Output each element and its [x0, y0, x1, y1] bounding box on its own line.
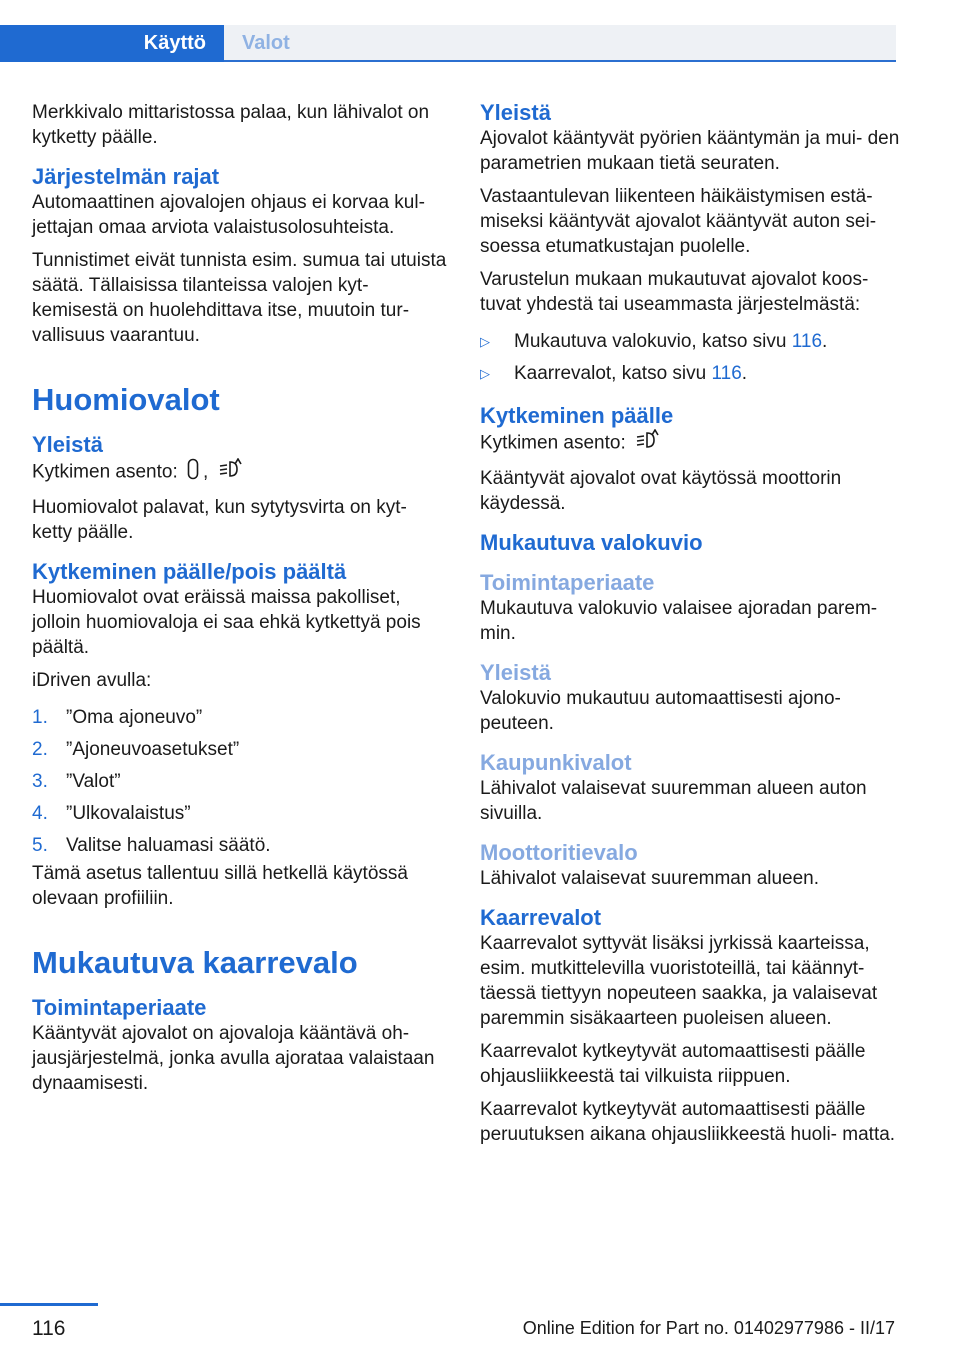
paragraph-valokuvio-mukautuu: Valokuvio mukautuu automaattisesti ajono- peuteen. [480, 688, 841, 734]
step-number: 2. [32, 738, 48, 760]
list-item [32, 701, 452, 733]
heading-kaarrevalot: Kaarrevalot [480, 905, 602, 930]
paragraph-rajat-1: Automaattinen ajovalojen ohjaus ei korvaa kul- jettajan omaa arviota valaistusolosuhteista. [32, 192, 425, 238]
paragraph-rajat-2: Tunnistimet eivät tunnista esim. sumua tai utuista säätä. Tällaisissa tilanteissa valojen kyt- kemisestä on huolehdittava itse, muutoin tur- vallisuus vaarantuu. [32, 250, 447, 346]
paragraph-kaarrevalot-2: Kaarrevalot kytkeytyvät automaattisesti päälle ohjausliikkeestä tai vilkuista riippuen. [480, 1041, 866, 1087]
paragraph-valokuvio-valaisee: Mukautuva valokuvio valaisee ajoradan parem- min. [480, 598, 878, 644]
triangle-bullet-icon: ▷ [480, 333, 490, 349]
step-text: ”Ajoneuvoasetukset” [66, 738, 240, 760]
page-header [0, 0, 960, 64]
list-item [480, 357, 900, 389]
step-text: ”Valot” [66, 770, 121, 792]
heading-huomiovalot: Huomiovalot [32, 382, 220, 417]
bullet-text: Kaarrevalot, katso sivu [514, 362, 712, 384]
paragraph-merkkivalo: Merkkivalo mittaristossa palaa, kun lähivalot on kytketty päälle. [32, 102, 430, 148]
paragraph-kaarrevalot-1: Kaarrevalot syttyvät lisäksi jyrkissä kaarteissa, esim. mutkittelevilla vuoristoteillä, tai käännyt- täessä tiettyyn nopeuteen saakka, ja valaisevat paremmin sisäkaarteen puoleisen alueen. [480, 933, 878, 1029]
heading-moottoritievalo: Moottoritievalo [480, 840, 638, 865]
list-item [32, 797, 452, 829]
heading-yleista-right-2: Yleistä [480, 660, 551, 685]
switch-off-icon [187, 458, 199, 487]
right-column [480, 100, 900, 1155]
list-item [32, 765, 452, 797]
paragraph-kytkimen-asento [32, 458, 452, 487]
heading-yleista-left: Yleistä [32, 432, 103, 457]
paragraph-tallentuu: Tämä asetus tallentuu sillä hetkellä käytössä olevaan profiiliin. [32, 863, 408, 909]
triangle-bullet-icon: ▷ [480, 365, 490, 381]
asento-label: Kytkimen asento: [480, 432, 626, 454]
step-text: ”Oma ajoneuvo” [66, 706, 203, 728]
steps-list [32, 701, 452, 861]
bullet-end: . [741, 362, 748, 384]
paragraph-varustelun: Varustelun mukaan mukautuvat ajovalot koos- tuvat yhdestä tai useammasta järjestelmästä: [480, 269, 869, 315]
heading-kytkeminen-paalle-pois: Kytkeminen päälle/pois päältä [32, 559, 347, 584]
asento-label: Kytkimen asento: [32, 461, 178, 483]
step-number: 5. [32, 834, 48, 856]
paragraph-pakolliset: Huomiovalot ovat eräissä maissa pakolliset, jolloin huomiovaloja ei saa ehkä kytkettyä pois päältä. [32, 587, 421, 658]
list-item [480, 325, 900, 357]
bullet-end: . [822, 330, 828, 352]
step-text: ”Ulkovalaistus” [66, 802, 191, 824]
paragraph-moottorin-kaydessa: Kääntyvät ajovalot ovat käytössä moottorin käydessä. [480, 468, 842, 514]
paragraph-kytkimen-asento-right [480, 429, 900, 458]
paragraph-huomiovalot-palavat: Huomiovalot palavat, kun sytytysvirta on kyt- ketty päälle. [32, 497, 407, 543]
tab-kaytto[interactable] [0, 25, 224, 62]
heading-kytkeminen-paalle: Kytkeminen päälle [480, 403, 674, 428]
footer-divider [0, 1303, 98, 1306]
auto-headlight-icon [218, 458, 244, 487]
left-column [32, 100, 452, 1104]
heading-toimintaperiaate-right: Toimintaperiaate [480, 570, 655, 595]
page-link[interactable]: 116 [791, 330, 823, 352]
bullet-list [480, 325, 900, 389]
heading-kaupunkivalot: Kaupunkivalot [480, 750, 632, 775]
tab-valot-label: Valot [242, 32, 290, 54]
step-text: Valitse haluamasi säätö. [66, 834, 271, 856]
step-number: 1. [32, 706, 48, 728]
tab-valot[interactable] [224, 25, 896, 62]
step-number: 4. [32, 802, 48, 824]
paragraph-vastaantulevan: Vastaantulevan liikenteen häikäistymisen estä- miseksi kääntyvät ajovalot kääntyvät auton sei- soessa etumatkustajan puolelle. [480, 186, 877, 257]
asento-separator: , [203, 461, 209, 483]
paragraph-kaantyvat: Kääntyvät ajovalot on ajovaloja kääntävä oh- jausjärjestelmä, jonka avulla ajorataa valaistaan dynaamisesti. [32, 1023, 435, 1094]
edition-note: Online Edition for Part no. 01402977986 - II/17 [522, 1318, 895, 1338]
paragraph-moottoritievalo: Lähivalot valaisevat suuremman alueen. [480, 868, 820, 889]
header-divider [224, 60, 896, 62]
paragraph-kaupunkivalot: Lähivalot valaisevat suuremman alueen auton sivuilla. [480, 778, 867, 824]
tab-kaytto-label: Käyttö [143, 32, 206, 54]
page-link[interactable]: 116 [711, 362, 742, 384]
paragraph-ajovalot-kaantyvat: Ajovalot kääntyvät pyörien kääntymän ja mui- den parametrien mukaan tietä seuraten. [480, 128, 900, 174]
heading-mukautuva-valokuvio: Mukautuva valokuvio [480, 530, 703, 555]
paragraph-kaarrevalot-3: Kaarrevalot kytkeytyvät automaattisesti päälle peruutuksen aikana ohjausliikkeestä huoli- matta. [480, 1099, 896, 1145]
heading-mukautuva-kaarrevalo: Mukautuva kaarrevalo [32, 945, 358, 980]
heading-toimintaperiaate-left: Toimintaperiaate [32, 995, 207, 1020]
bullet-text: Mukautuva valokuvio, katso sivu [514, 330, 792, 352]
paragraph-idrive: iDriven avulla: [32, 670, 152, 691]
list-item [32, 829, 452, 861]
step-number: 3. [32, 770, 48, 792]
page-number: 116 [32, 1317, 66, 1340]
list-item [32, 733, 452, 765]
heading-jarjestelman-rajat: Järjestelmän rajat [32, 164, 220, 189]
heading-yleista-right: Yleistä [480, 100, 551, 125]
auto-headlight-icon [635, 429, 661, 458]
